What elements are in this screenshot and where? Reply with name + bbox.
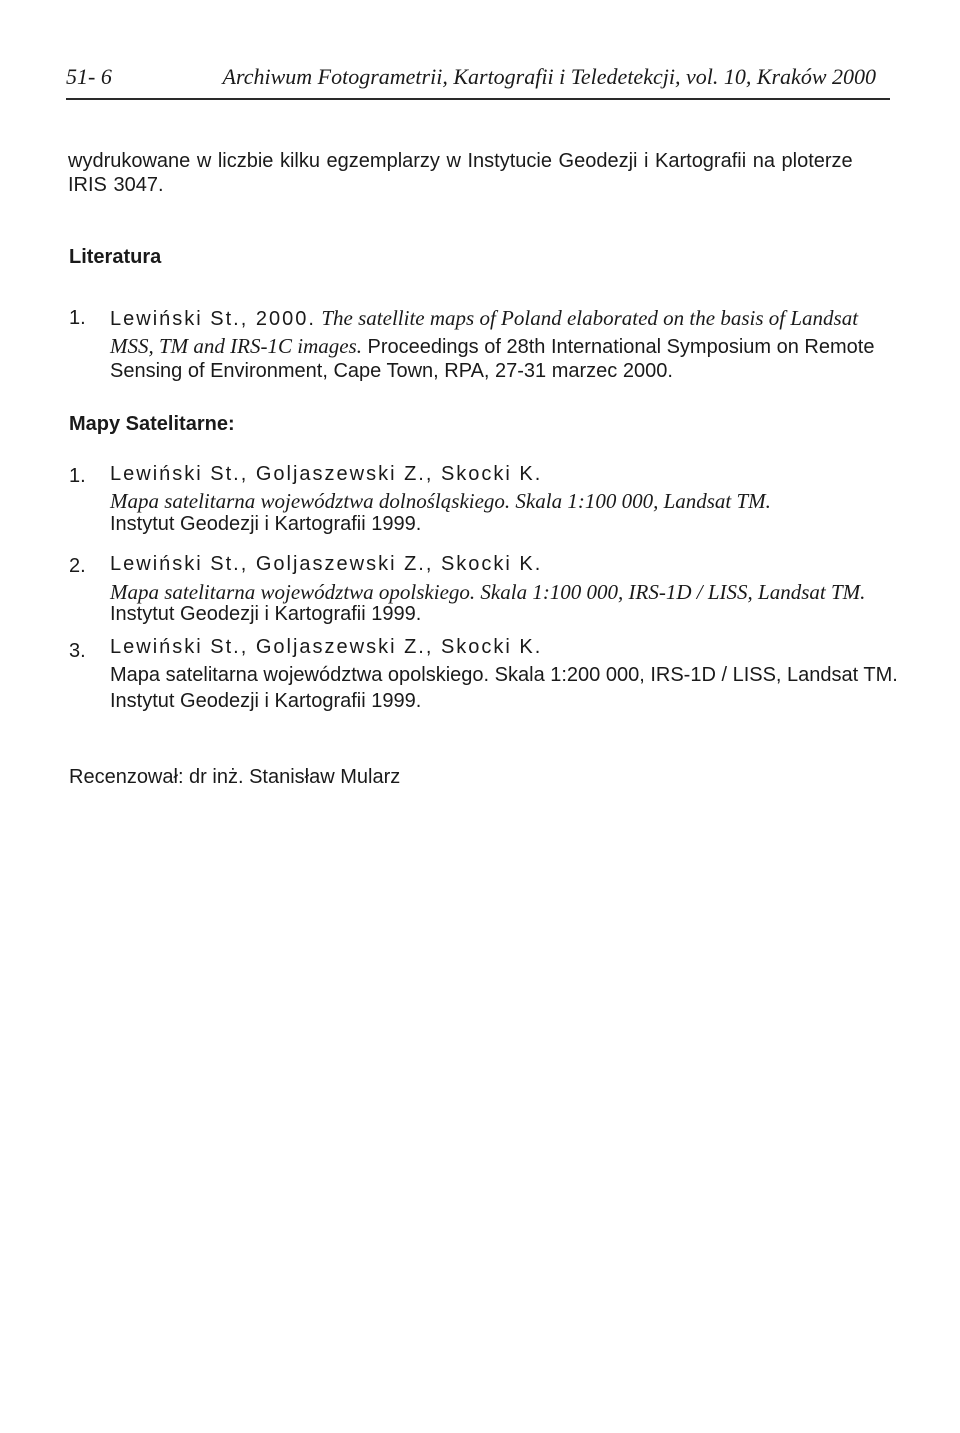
page-number: 51- 6 [66, 64, 112, 89]
maps-heading: Mapy Satelitarne: [69, 413, 235, 435]
literature-item-line-3: Sensing of Environment, Cape Town, RPA, 27-31 marzec 2000. [110, 360, 673, 382]
map-item-authors: Lewiński St., Goljaszewski Z., Skocki K. [110, 636, 543, 658]
literature-item-authors: Lewiński St., 2000. [110, 308, 316, 330]
map-item-title: Mapa satelitarna województwa dolnośląskiego. Skala 1:100 000, Landsat TM. [110, 489, 771, 513]
literature-item-line-2 [110, 333, 874, 359]
literature-item-source: Proceedings of 28th International Symposium on Remote [367, 336, 875, 358]
literature-item-number: 1. [69, 307, 86, 329]
reviewer-note: Recenzował: dr inż. Stanisław Mularz [69, 766, 401, 788]
map-item-number: 2. [69, 555, 86, 577]
map-item-authors: Lewiński St., Goljaszewski Z., Skocki K. [110, 463, 543, 485]
literature-heading: Literatura [69, 246, 162, 268]
journal-title: Archiwum Fotogrametrii, Kartografii i Teledetekcji, vol. 10, Kraków 2000 [222, 64, 876, 89]
literature-item-line-1 [110, 305, 858, 331]
map-item-authors: Lewiński St., Goljaszewski Z., Skocki K. [110, 553, 543, 575]
map-item-number: 1. [69, 465, 86, 487]
map-item-publisher: Instytut Geodezji i Kartografii 1999. [110, 513, 422, 535]
literature-item-title: The satellite maps of Poland elaborated on the basis of Landsat [321, 306, 859, 330]
map-item-title: Mapa satelitarna województwa opolskiego. Skala 1:100 000, IRS-1D / LISS, Landsat TM. [110, 580, 866, 604]
map-item-number: 3. [69, 640, 86, 662]
map-item-title: Mapa satelitarna województwa opolskiego. Skala 1:200 000, IRS-1D / LISS, Landsat TM. [110, 664, 898, 686]
literature-item-title-cont: MSS, TM and IRS-1C images. [110, 334, 362, 358]
map-item-publisher: Instytut Geodezji i Kartografii 1999. [110, 603, 422, 625]
map-item-publisher: Instytut Geodezji i Kartografii 1999. [110, 690, 422, 712]
running-header [66, 62, 890, 100]
intro-paragraph: wydrukowane w liczbie kilku egzemplarzy w Instytucie Geodezji i Kartografii na ploterze IRIS 3047. [68, 150, 853, 196]
